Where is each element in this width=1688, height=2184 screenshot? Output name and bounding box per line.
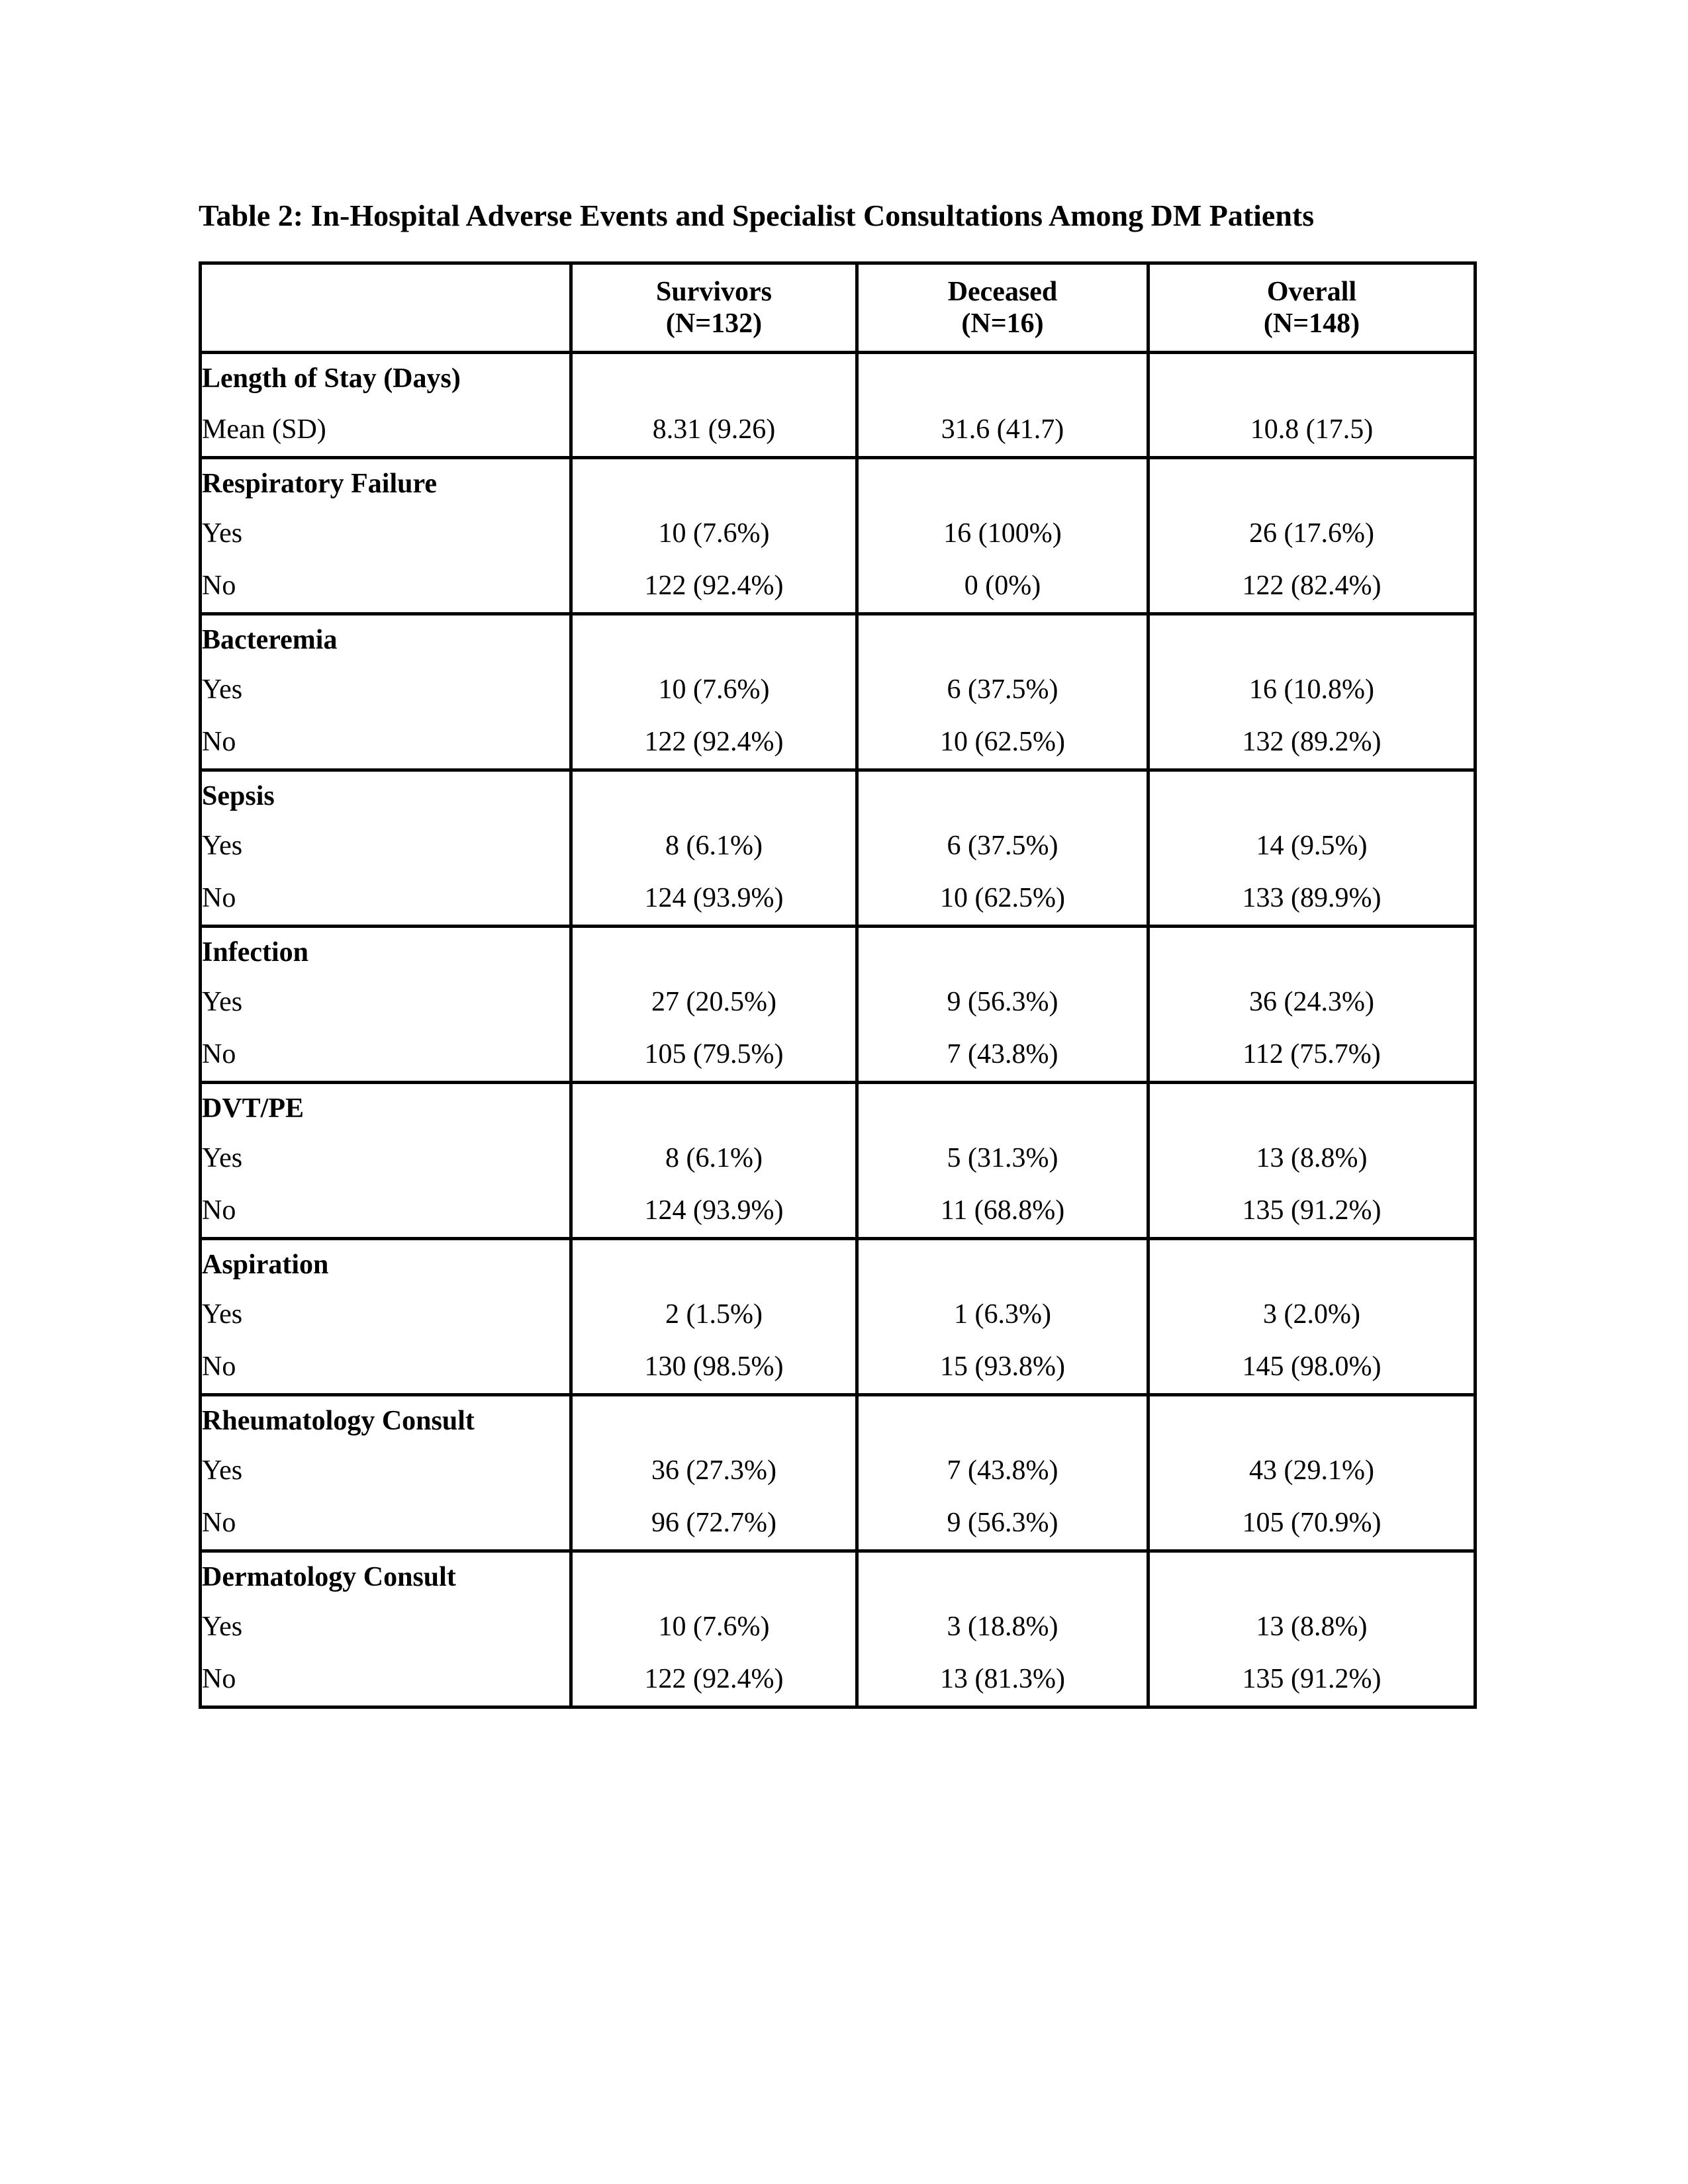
empty-cell — [857, 1395, 1149, 1446]
header-deceased — [857, 263, 1149, 353]
category-row — [201, 1083, 1476, 1134]
empty-cell — [1149, 1083, 1476, 1134]
survivors-value: 36 (27.3%) — [571, 1445, 857, 1496]
empty-cell — [571, 1083, 857, 1134]
row-label: Yes — [201, 1445, 571, 1496]
category-row — [201, 458, 1476, 509]
table-row — [201, 1028, 1476, 1083]
deceased-value: 31.6 (41.7) — [857, 403, 1149, 458]
survivors-value: 2 (1.5%) — [571, 1289, 857, 1340]
overall-value: 105 (70.9%) — [1149, 1496, 1476, 1551]
empty-cell — [571, 1551, 857, 1602]
empty-cell — [857, 770, 1149, 821]
survivors-value: 8 (6.1%) — [571, 821, 857, 872]
overall-value: 133 (89.9%) — [1149, 872, 1476, 927]
row-label: Mean (SD) — [201, 403, 571, 458]
header-deceased-n: (N=16) — [961, 308, 1044, 339]
empty-cell — [857, 1239, 1149, 1290]
table-row — [201, 1602, 1476, 1653]
empty-cell — [571, 927, 857, 978]
table-header — [201, 263, 1476, 353]
table-group — [201, 353, 1476, 458]
table-group — [201, 1239, 1476, 1395]
deceased-value: 9 (56.3%) — [857, 1496, 1149, 1551]
table-title: Table 2: In-Hospital Adverse Events and Specialist Consultations Among DM Patients — [199, 199, 1315, 232]
overall-value: 132 (89.2%) — [1149, 715, 1476, 770]
overall-value: 43 (29.1%) — [1149, 1445, 1476, 1496]
empty-cell — [571, 770, 857, 821]
deceased-value: 5 (31.3%) — [857, 1133, 1149, 1184]
empty-cell — [1149, 1239, 1476, 1290]
deceased-value: 11 (68.8%) — [857, 1184, 1149, 1239]
empty-cell — [857, 353, 1149, 404]
header-row — [201, 263, 1476, 353]
header-overall-label: Overall — [1266, 276, 1357, 307]
empty-cell — [571, 1395, 857, 1446]
header-survivors-label: Survivors — [655, 276, 772, 307]
survivors-value: 8.31 (9.26) — [571, 403, 857, 458]
table-row — [201, 508, 1476, 559]
table-row — [201, 1653, 1476, 1707]
overall-value: 26 (17.6%) — [1149, 508, 1476, 559]
header-empty-cell — [201, 263, 571, 353]
survivors-value: 10 (7.6%) — [571, 508, 857, 559]
overall-value: 13 (8.8%) — [1149, 1133, 1476, 1184]
empty-cell — [857, 1083, 1149, 1134]
table-group — [201, 614, 1476, 770]
overall-value: 3 (2.0%) — [1149, 1289, 1476, 1340]
deceased-value: 7 (43.8%) — [857, 1445, 1149, 1496]
row-label: Yes — [201, 664, 571, 715]
survivors-value: 96 (72.7%) — [571, 1496, 857, 1551]
table-row — [201, 1445, 1476, 1496]
overall-value: 135 (91.2%) — [1149, 1653, 1476, 1707]
row-label: Yes — [201, 508, 571, 559]
survivors-value: 10 (7.6%) — [571, 1602, 857, 1653]
category-label: DVT/PE — [201, 1083, 571, 1134]
category-row — [201, 614, 1476, 665]
overall-value: 112 (75.7%) — [1149, 1028, 1476, 1083]
deceased-value: 15 (93.8%) — [857, 1340, 1149, 1395]
row-label: Yes — [201, 1133, 571, 1184]
overall-value: 36 (24.3%) — [1149, 977, 1476, 1028]
row-label: No — [201, 559, 571, 614]
category-label: Infection — [201, 927, 571, 978]
empty-cell — [1149, 353, 1476, 404]
survivors-value: 122 (92.4%) — [571, 559, 857, 614]
header-survivors-n: (N=132) — [665, 308, 763, 339]
survivors-value: 105 (79.5%) — [571, 1028, 857, 1083]
category-row — [201, 1395, 1476, 1446]
overall-value: 145 (98.0%) — [1149, 1340, 1476, 1395]
header-deceased-label: Deceased — [947, 276, 1058, 307]
deceased-value: 10 (62.5%) — [857, 872, 1149, 927]
category-label: Length of Stay (Days) — [201, 353, 571, 404]
row-label: No — [201, 715, 571, 770]
survivors-value: 27 (20.5%) — [571, 977, 857, 1028]
header-survivors — [571, 263, 857, 353]
category-row — [201, 770, 1476, 821]
survivors-value: 130 (98.5%) — [571, 1340, 857, 1395]
table-row — [201, 977, 1476, 1028]
table-group — [201, 927, 1476, 1083]
row-label: No — [201, 872, 571, 927]
table-row — [201, 403, 1476, 458]
deceased-value: 10 (62.5%) — [857, 715, 1149, 770]
survivors-value: 122 (92.4%) — [571, 715, 857, 770]
empty-cell — [571, 458, 857, 509]
table-row — [201, 664, 1476, 715]
row-label: No — [201, 1184, 571, 1239]
table-row — [201, 715, 1476, 770]
empty-cell — [857, 458, 1149, 509]
deceased-value: 7 (43.8%) — [857, 1028, 1149, 1083]
data-table — [199, 261, 1477, 1709]
category-label: Aspiration — [201, 1239, 571, 1290]
table-row — [201, 1496, 1476, 1551]
deceased-value: 6 (37.5%) — [857, 821, 1149, 872]
row-label: No — [201, 1340, 571, 1395]
table-group — [201, 458, 1476, 614]
row-label: Yes — [201, 821, 571, 872]
deceased-value: 9 (56.3%) — [857, 977, 1149, 1028]
empty-cell — [1149, 770, 1476, 821]
table-group — [201, 1551, 1476, 1707]
row-label: No — [201, 1496, 571, 1551]
empty-cell — [857, 1551, 1149, 1602]
empty-cell — [1149, 614, 1476, 665]
overall-value: 14 (9.5%) — [1149, 821, 1476, 872]
table-group — [201, 770, 1476, 927]
deceased-value: 16 (100%) — [857, 508, 1149, 559]
category-label: Dermatology Consult — [201, 1551, 571, 1602]
table-row — [201, 821, 1476, 872]
table-row — [201, 1340, 1476, 1395]
empty-cell — [1149, 1551, 1476, 1602]
survivors-value: 10 (7.6%) — [571, 664, 857, 715]
overall-value: 13 (8.8%) — [1149, 1602, 1476, 1653]
overall-value: 135 (91.2%) — [1149, 1184, 1476, 1239]
overall-value: 122 (82.4%) — [1149, 559, 1476, 614]
empty-cell — [571, 353, 857, 404]
empty-cell — [1149, 458, 1476, 509]
category-row — [201, 1551, 1476, 1602]
table-group — [201, 1083, 1476, 1239]
table-row — [201, 1289, 1476, 1340]
empty-cell — [571, 1239, 857, 1290]
row-label: No — [201, 1028, 571, 1083]
empty-cell — [857, 614, 1149, 665]
table-row — [201, 559, 1476, 614]
row-label: Yes — [201, 977, 571, 1028]
empty-cell — [1149, 927, 1476, 978]
deceased-value: 3 (18.8%) — [857, 1602, 1149, 1653]
deceased-value: 6 (37.5%) — [857, 664, 1149, 715]
category-label: Sepsis — [201, 770, 571, 821]
header-overall — [1149, 263, 1476, 353]
table-row — [201, 872, 1476, 927]
deceased-value: 0 (0%) — [857, 559, 1149, 614]
overall-value: 16 (10.8%) — [1149, 664, 1476, 715]
deceased-value: 1 (6.3%) — [857, 1289, 1149, 1340]
row-label: Yes — [201, 1602, 571, 1653]
empty-cell — [1149, 1395, 1476, 1446]
category-row — [201, 927, 1476, 978]
row-label: No — [201, 1653, 571, 1707]
category-row — [201, 353, 1476, 404]
table-row — [201, 1133, 1476, 1184]
table-group — [201, 1395, 1476, 1551]
category-row — [201, 1239, 1476, 1290]
deceased-value: 13 (81.3%) — [857, 1653, 1149, 1707]
survivors-value: 124 (93.9%) — [571, 872, 857, 927]
category-label: Respiratory Failure — [201, 458, 571, 509]
survivors-value: 122 (92.4%) — [571, 1653, 857, 1707]
category-label: Bacteremia — [201, 614, 571, 665]
empty-cell — [571, 614, 857, 665]
survivors-value: 124 (93.9%) — [571, 1184, 857, 1239]
category-label: Rheumatology Consult — [201, 1395, 571, 1446]
table-row — [201, 1184, 1476, 1239]
empty-cell — [857, 927, 1149, 978]
header-overall-n: (N=148) — [1263, 308, 1360, 339]
survivors-value: 8 (6.1%) — [571, 1133, 857, 1184]
row-label: Yes — [201, 1289, 571, 1340]
overall-value: 10.8 (17.5) — [1149, 403, 1476, 458]
